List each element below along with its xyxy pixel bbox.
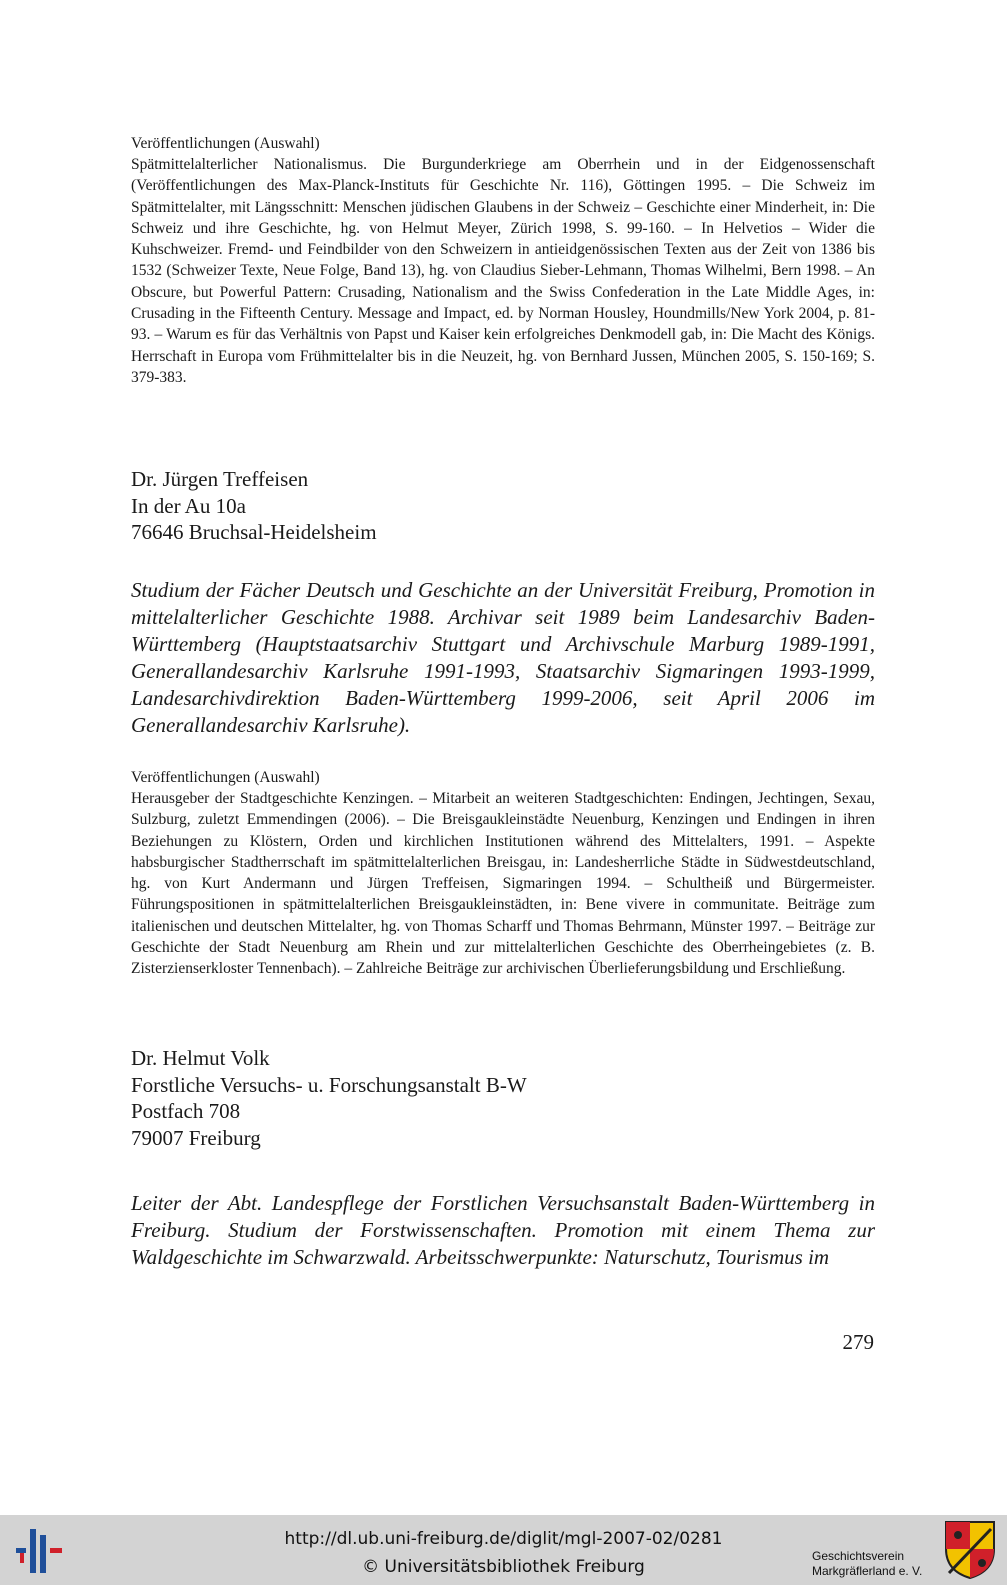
coat-of-arms-icon: [943, 1519, 997, 1581]
society-name-line2: Markgräflerland e. V.: [812, 1564, 923, 1578]
publications-section-1: [131, 133, 875, 388]
author-street: In der Au 10a: [131, 493, 246, 518]
page-number: 279: [842, 1330, 874, 1354]
author-address-volk: [131, 1045, 875, 1151]
publications-text: Herausgeber der Stadtgeschichte Kenzingen. – Mitarbeit an weiteren Stadtgeschichten: Endingen, Jechtingen, Sexau, Sulzburg, zuletzt Emmendingen (2006). – Die Breisgaukleinstädte Neuenburg, Kenzingen und Endingen in ihren Beziehungen zu Klöstern, Orden und kirchlichen Institutionen während des Mittelalters, 1991. – Aspekte habsburgischer Stadtherrschaft im spätmittelalterlichen Breisgau, in: Landesherrliche Städte in Südwestdeutschland, hg. von Kurt Andermann und Jürgen Treffeisen, Sigmaringen 1994. – Schultheiß und Bürgermeister. Führungspositionen in spätmittelalterlichen Breisgaukleinstädten, in: Bene vivere in communitate. Beiträge zum italienischen und deutschen Mittelalter, hg. von Thomas Scharff und Thomas Behrmann, Münster 1997. – Beiträge zur Geschichte der Stadt Neuenburg am Rhein und zur mittelalterlichen Geschichte des Oberrheingebietes (z. B. Zisterzienserkloster Tennenbach). – Zahlreiche Beiträge zur archivischen Überlieferungsbildung und Erschließung.: [131, 790, 875, 978]
author-bio: Studium der Fächer Deutsch und Geschichte an der Universität Freiburg, Promotion in mittelalterlicher Geschichte 1988. Archivar seit 1989 beim Landesarchiv Baden-Württemberg (Hauptstaatsarchiv Stuttgart und Archivschule Marburg 1989-1991, Generallandesarchiv Karlsruhe 1991-1993, Staatsarchiv Sigmaringen 1993-1999, Landesarchivdirektion Baden-Württemberg 1999-2006, seit April 2006 im Generallandesarchiv Karlsruhe).: [131, 578, 875, 737]
author-bio: Leiter der Abt. Landespflege der Forstlichen Versuchsanstalt Baden-Württemberg in Freiburg. Studium der Forstwissenschaften. Promotion mit einem Thema zur Waldgeschichte im Schwarzwald. Arbeitsschwerpunkte: Naturschutz, Tourismus im: [131, 1191, 875, 1269]
footer-copyright: © Universitätsbibliothek Freiburg: [362, 1557, 645, 1577]
author-city: 76646 Bruchsal-Heidelsheim: [131, 520, 377, 544]
author-postbox: Postfach 708: [131, 1099, 241, 1123]
publications-text: Spätmittelalterlicher Nationalismus. Die Burgunderkriege am Oberrhein und in der Eidgenossenschaft (Veröffentlichungen des Max-Planck-Instituts für Geschichte Nr. 116), Göttingen 1995. – Die Schweiz im Spätmittelalter, mit Längsschnitt: Menschen jüdischen Glaubens in der Schweiz – Geschichte einer Minderheit, in: Die Schweiz und ihre Geschichte, hg. von Helmut Meyer, Zürich 1998, S. 99-160. – In Helvetios – Wider die Kuhschweizer. Fremd- und Feindbilder von den Schweizern in antieidgenössischen Texten aus der Zeit von 1386 bis 1532 (Schweizer Texte, Neue Folge, Band 13), hg. von Claudius Sieber-Lehmann, Thomas Wilhelmi, Bern 1998. – An Obscure, but Powerful Pattern: Crusading, Nationalism and the Swiss Confederation in the Late Middle Ages, in: Crusading in the Fifteenth Century. Message and Impact, ed. by Norman Housley, Houndmills/New York 2004, p. 81-93. – Warum es für das Verhältnis von Papst und Kaiser kein erfolgreiches Denkmodell gab, in: Die Macht des Königs. Herrschaft in Europa vom Frühmittelalter bis in die Neuzeit, hg. von Bernhard Jussen, München 2005, S. 150-169; S. 379-383.: [131, 156, 875, 386]
society-name-line1: Geschichtsverein: [812, 1549, 905, 1563]
publications-section-2: [131, 767, 875, 980]
publications-heading: Veröffentlichungen (Auswahl): [131, 135, 320, 152]
society-name: [812, 1549, 922, 1579]
author-institution: Forstliche Versuchs- u. Forschungsanstalt B-W: [131, 1072, 527, 1097]
author-city: 79007 Freiburg: [131, 1125, 261, 1150]
author-name: Dr. Helmut Volk: [131, 1046, 270, 1070]
footer-url-link[interactable]: http://dl.ub.uni-freiburg.de/diglit/mgl-2007-02/0281: [284, 1529, 723, 1549]
footer-bar: [0, 1515, 1007, 1585]
author-bio-treffeisen: [131, 577, 875, 739]
author-bio-volk: [131, 1190, 875, 1271]
publications-heading: Veröffentlichungen (Auswahl): [131, 769, 320, 786]
author-address-treffeisen: [131, 466, 875, 546]
author-name: Dr. Jürgen Treffeisen: [131, 467, 309, 491]
